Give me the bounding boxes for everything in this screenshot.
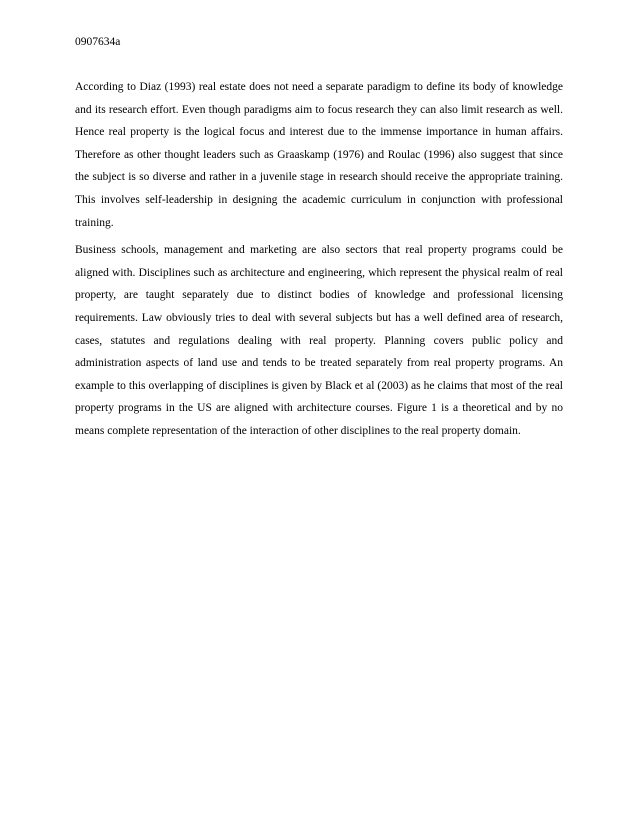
paragraph: According to Diaz (1993) real estate does not need a separate paradigm to define its body of knowledge and its research effort. Even though paradigms aim to focus research they can also limit research as well. Hence real property is the logical focus and interest due to the immense importance in human affairs. Therefore as other thought leaders such as Graaskamp (1976) and Roulac (1996) also suggest that since the subject is so diverse and rather in a juvenile stage in research should receive the appropriate training. This involves self-leadership in designing the academic curriculum in conjunction with professional training. xyxy=(75,81,563,229)
document-body xyxy=(75,76,563,443)
page-header-id: 0907634a xyxy=(75,36,121,48)
paragraph: Business schools, management and marketing are also sectors that real property programs could be aligned with. Disciplines such as architecture and engineering, which represent the physical realm of real property, are taught separately due to distinct bodies of knowledge and professional licensing requirements. Law obviously tries to deal with several subjects but has a well defined area of research, cases, statutes and regulations dealing with real property. Planning covers public policy and administration aspects of land use and tends to be treated separately from real property programs. An example to this overlapping of disciplines is given by Black et al (2003) as he claims that most of the real property programs in the US are aligned with architecture courses. Figure 1 is a theoretical and by no means complete representation of the interaction of other disciplines to the real property domain. xyxy=(75,244,563,437)
